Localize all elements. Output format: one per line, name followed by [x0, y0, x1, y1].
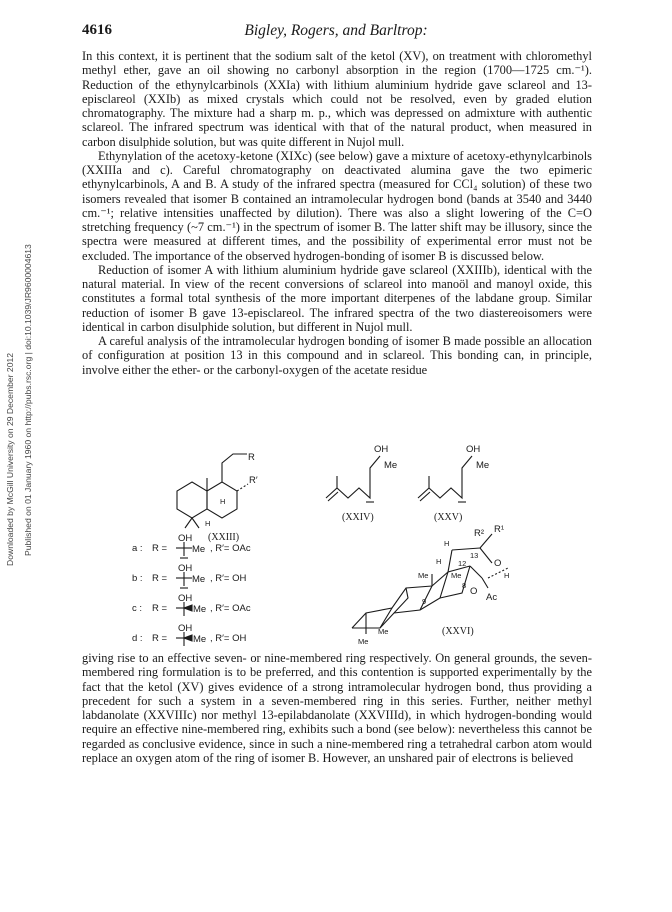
ring: [352, 608, 392, 628]
download-sidebar: [3, 150, 43, 570]
atom-r1: R¹: [494, 524, 505, 535]
double-bond: [328, 492, 338, 501]
paragraph: Ethynylation of the acetoxy-ketone (XIXc) (see below) gave a mixture of acetoxy-ethynylcarbinols (XXIIIa and c). Careful chromatography on deactivated alumina gave the two epimeric ethynylcarbinols, A and B. A study of the infrared spectra (measured for CCl₄ solution) of these two isomers revealed that isomer B contained an intramolecular hydrogen bond (bands at 3540 and 3440 cm.⁻¹; relative intensities unaffected by dilution). There was also a slight lowering of the C=O stretching frequency (~7 cm.⁻¹) in the spectrum of isomer B. The latter shift may be illusory, since the spectra were measured at different times, and the possibility of experimental error must not be excluded. The importance of the observed hydrogen-bonding of isomer B is discussed below.: [82, 148, 592, 263]
paragraph: giving rise to an effective seven- or nine-membered ring respectively. On general grounds, the seven-membered ring formulation is to be preferred, and this contention is supported experimentally by the fact that the ketol (XV) gives evidence of a strong intramolecular hydrogen bond, thus providing a precedent for such a system in a seven-membered ring in this series. Further, neither methyl labdanolate (XXVIIIc) nor methyl 13-epilabdanolate (XXVIIId), in which hydrogen-bonding would require an effective nine-membered ring, exhibits such a bond (see below): nevertheless this cannot be regarded as conclusive evidence, since in such a nine-membered ring a tetrahedral carbon atom would replace an oxygen atom of the ring of isomer B. However, an unshared pair of electrons is believed: [82, 651, 592, 765]
structure-xxvi: [352, 524, 509, 646]
atom-oh: OH: [178, 623, 193, 634]
atom-me: Me: [192, 574, 206, 585]
variant-key: b :: [132, 573, 143, 584]
variant-r: R =: [152, 543, 168, 554]
wedge: [184, 635, 192, 641]
gem-dimethyl: [192, 518, 199, 528]
atom-me: Me: [193, 604, 207, 615]
running-head: Bigley, Rogers, and Barltrop:: [244, 22, 428, 39]
atom-h: H: [504, 571, 510, 580]
structure-label-xxiv: (XXIV): [342, 512, 374, 523]
structure-xxiii: [177, 452, 258, 543]
variant-b: [132, 563, 246, 588]
variant-tail: , R′= OAc: [210, 603, 251, 614]
bond: [470, 566, 482, 578]
body-text-top: [82, 49, 592, 377]
atom-label: 9: [422, 597, 427, 606]
chain: [418, 456, 472, 498]
bond: [482, 578, 488, 588]
page-number: 4616: [82, 22, 112, 38]
atom-oh: OH: [178, 533, 193, 544]
side-chain: [222, 454, 247, 482]
sidebar-download-note: Downloaded by McGill University on 29 December 2012: [5, 352, 15, 566]
gem-dimethyl: [185, 518, 192, 528]
body-text-bottom: [82, 651, 592, 765]
variant-tail: , R′= OH: [210, 633, 247, 644]
variant-tail: , R′= OH: [210, 573, 247, 584]
structure-label-xxv: (XXV): [434, 512, 463, 523]
variant-key: c :: [132, 603, 143, 614]
atom-r2: R²: [474, 528, 485, 539]
structure-xxv: [418, 444, 489, 523]
atom-me: Me: [418, 571, 429, 580]
atom-label: 8: [462, 581, 467, 590]
atom-o: O: [494, 558, 502, 569]
bond: [452, 548, 480, 550]
variant-key: a :: [132, 543, 143, 554]
variant-list: [132, 533, 251, 646]
structure-label-xxiii: (XXIII): [208, 532, 240, 543]
atom-h: H: [436, 557, 442, 566]
atom-me: Me: [384, 460, 398, 471]
atom-oh: OH: [466, 444, 481, 455]
atom-me: Me: [192, 544, 206, 555]
atom-h: H: [444, 539, 450, 548]
wedge: [184, 605, 192, 611]
atom-r: R: [248, 452, 255, 463]
variant-d: [132, 623, 246, 646]
atom-ac: Ac: [486, 592, 498, 603]
bond: [448, 550, 452, 572]
atom-me: Me: [193, 634, 207, 645]
paragraph: Reduction of isomer A with lithium aluminium hydride gave sclareol (XXIIIb), identical with the natural material. In view of the recent conversions of sclareol into manoöl and manoyl oxide, this constitutes a formal total synthesis of the more important diterpenes of the labdane group. Similar reduction of isomer B gave 13-episclareol. The infrared spectra of the two diastereoisomers were identical in carbon disulphide solution, but different in Nujol mull.: [82, 262, 592, 334]
atom-me: Me: [378, 627, 389, 636]
ring: [394, 588, 408, 613]
chemical-structures-figure: [130, 438, 550, 648]
atom-me: Me: [358, 637, 369, 646]
chain: [326, 456, 380, 498]
sidebar-publication-note: Published on 01 January 1960 on http://pubs.rsc.org | doi:10.1039/JR9600004613: [23, 244, 33, 556]
double-bond: [420, 492, 430, 501]
atom-oh: OH: [374, 444, 389, 455]
variant-tail: , R′= OAc: [210, 543, 251, 554]
r-prime-bond: [237, 484, 248, 491]
atom-r-prime: R′: [249, 475, 258, 486]
variant-key: d :: [132, 633, 143, 644]
atom-h: H: [205, 519, 211, 528]
variant-r: R =: [152, 573, 168, 584]
atom-o: O: [470, 586, 478, 597]
ring-a: [177, 482, 207, 518]
structure-label-xxvi: (XXVI): [442, 626, 474, 637]
atom-h: H: [220, 497, 226, 506]
bond: [480, 548, 492, 563]
variant-r: R =: [152, 603, 168, 614]
atom-label: 12: [458, 559, 467, 568]
atom-oh: OH: [178, 593, 193, 604]
paragraph: In this context, it is pertinent that the sodium salt of the ketol (XV), on treatment with chloromethyl methyl ether, gave an oil showing no carbonyl absorption in the region (1700—1725 cm.⁻¹). Reduction of the ethynylcarbinols (XXIa) with lithium aluminium hydride gave sclareol and 13-episclareol (XXIb) as mixed crystals which could not be resolved, even by graded elution chromatography. The mixture had a sharp m. p., which was depressed on admixture with authentic sclareol. The infrared spectrum was identical with that of the natural product, when measured in carbon disulphide solution, but was quite different in Nujol mull.: [82, 49, 592, 149]
atom-label: 13: [470, 551, 479, 560]
atom-me: Me: [451, 571, 462, 580]
variant-r: R =: [152, 633, 168, 644]
structure-xxiv: [326, 444, 397, 523]
atom-oh: OH: [178, 563, 193, 574]
paragraph: A careful analysis of the intramolecular hydrogen bonding of isomer B made possible an allocation of configuration at position 13 in this compound and in sclareol. This bonding can, in principle, involve either the ether- or the carbonyl-oxygen of the acetate residue: [82, 334, 592, 377]
variant-c: [132, 593, 251, 616]
atom-me: Me: [476, 460, 490, 471]
